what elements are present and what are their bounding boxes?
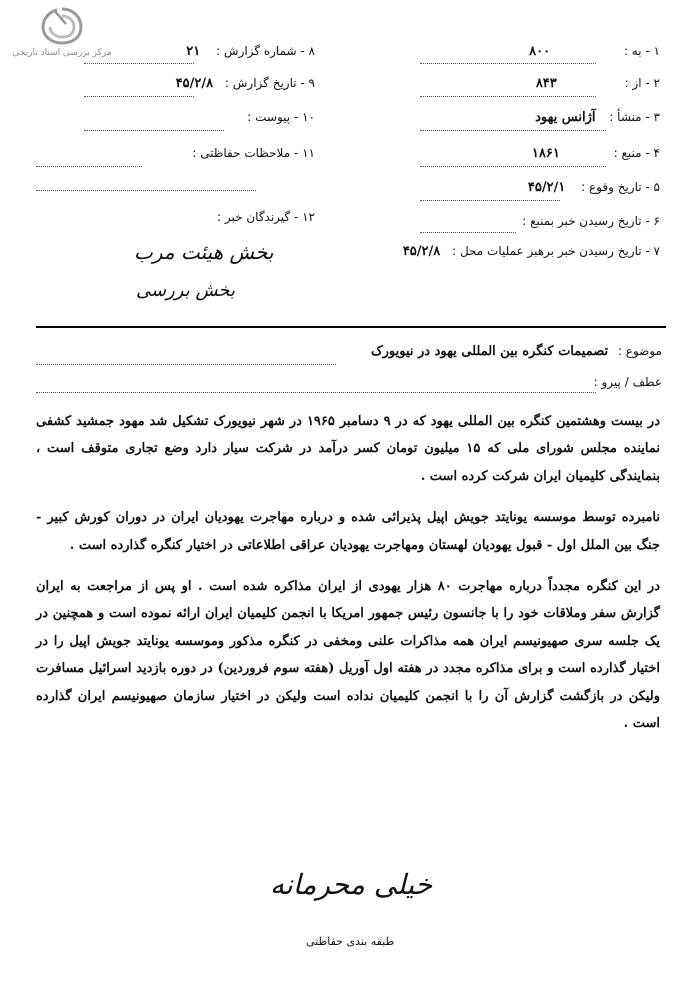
- field-date-occurred: ۵ - تاریخ وقوع : ۴۵/۲/۱: [527, 180, 660, 195]
- field-from: ۲ - از : ۸۴۳: [535, 76, 660, 91]
- report-body: [36, 408, 660, 751]
- field-origin: ۳ - منشأ : آژانس یهود: [535, 110, 660, 125]
- recipient-handwritten-1: بخش هیئت مرب: [134, 240, 274, 264]
- reference-label: عطف / پیرو :: [593, 375, 662, 389]
- body-paragraph: نامبرده توسط موسسه یونایتد جویش اپیل پذیرائی شده و درباره مهاجرت یهودیان ایران در دوران کورش کبیر - جنگ بین الملل اول - قبول یهودیان لهستان ومهاجرت یهودیان عراقی اطلاعاتی در اختیار کنگره گذارده است .: [36, 510, 660, 553]
- header-divider: [36, 326, 666, 328]
- classification-label: طبقه بندی حفاظتی: [306, 935, 395, 948]
- subject-line: [371, 344, 662, 359]
- field-recipients: ۱۲ - گیرندگان خبر :: [217, 210, 315, 224]
- subject-label: موضوع :: [617, 344, 662, 358]
- body-paragraph: در این کنگره مجدداً درباره مهاجرت ۸۰ هزار یهودی از ایران مذاکره شده است . او پس از مراجعت به ایران گزارش سفر وملاقات خود را با جانسون رئیس جمهور امریکا با انجمن کلیمیان ایران ارائه نموده است و همچنین در یک جلسه سری صهیونیسم ایران همه مذاکرات علنی ومخفی در کنگره مذکور وموسسه یونایتد جویش اپیل را در اختیار گذارده است و برای مذاکره مجدد در هفته اول آوریل (هفته سوم فروردین) در دوره بازدید اسرائیل مسافرت ولیکن در بازگشت گزارش آن را با انجمن کلیمیان نداده است ولیکن در اختیار سازمان صهیونیسم ایران گذارده است .: [36, 579, 660, 732]
- field-to: ۱ - به : ۸۰۰: [529, 44, 660, 59]
- field-attachment: ۱۰ - پیوست :: [247, 110, 315, 124]
- archive-logo: [6, 6, 118, 66]
- field-date-news-ops: ۷ - تاریخ رسیدن خبر برهبر عملیات محل : ۴۵/۲/۸: [402, 244, 660, 259]
- field-source: ۴ - منبع : ۱۸۶۱: [531, 146, 660, 161]
- classification-stamp: خیلی محرمانه: [270, 868, 433, 901]
- field-date-news-source: ۶ - تاریخ رسیدن خبر بمنبع :: [522, 214, 660, 228]
- field-report-date: ۹ - تاریخ گزارش : ۴۵/۲/۸: [175, 76, 315, 91]
- recipient-handwritten-2: بخش بررسی: [136, 280, 236, 301]
- watermark-text: مرکز بررسی اسناد تاریخی: [12, 48, 112, 58]
- body-paragraph: در بیست وهشتمین کنگره بین المللی یهود که در ۹ دسامبر ۱۹۶۵ در شهر نیویورک تشکیل شد مهود جمشید کشفی نماینده مجلس شورای ملی که ۱۵ میلیون تومان کسر درآمد در شرکت سیار دارد وضع تجاری متوقف است ، بنمایندگی کلیمیان ایران شرکت کرده است .: [36, 414, 660, 484]
- field-security-notes: ۱۱ - ملاحظات حفاظتی :: [192, 146, 315, 160]
- archive-logo-icon: [40, 6, 84, 46]
- subject-value: تصمیمات کنگره بین المللی یهود در نیویورک: [370, 344, 609, 359]
- field-report-number: ۸ - شماره گزارش : ۲۱: [186, 44, 315, 59]
